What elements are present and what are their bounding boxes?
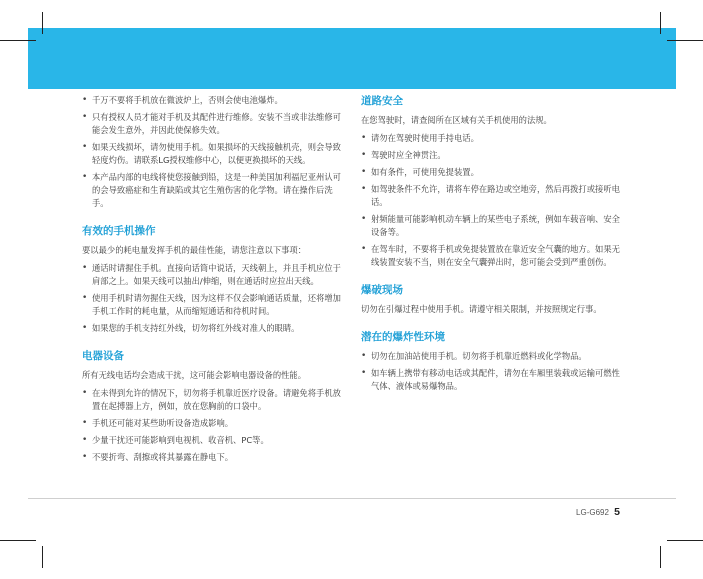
crop-mark	[667, 40, 703, 41]
section-intro: 要以最少的耗电量发挥手机的最佳性能，请您注意以下事项：	[82, 245, 307, 255]
section-heading-blasting: 爆破现场	[361, 284, 403, 296]
list-item: • 千万不要将手机放在微波炉上，否则会使电池爆炸。	[82, 94, 344, 107]
crop-mark	[42, 12, 43, 34]
section-heading-efficient: 有效的手机操作	[82, 225, 156, 237]
crop-mark	[0, 40, 36, 41]
crop-mark	[667, 540, 703, 541]
section-intro: 所有无线电话均会造成干扰，这可能会影响电器设备的性能。	[82, 370, 307, 380]
list-item: • 如有条件，可使用免提装置。	[361, 166, 623, 179]
efficient-bullet-list	[82, 262, 344, 335]
list-item: • 如驾驶条件不允许，请将车停在路边或空地旁，然后再拨打或接听电话。	[361, 183, 623, 209]
list-item: • 不要折弯、刮擦或将其暴露在静电下。	[82, 451, 344, 464]
page-number: 5	[614, 506, 620, 518]
list-item: • 在驾车时，不要将手机或免提装置放在靠近安全气囊的地方。如果无线装置安装不当，则在安全气囊弹出时，您可能会受到严重创伤。	[361, 243, 623, 269]
list-item: • 射频能量可能影响机动车辆上的某些电子系统，例如车载音响、安全设备等。	[361, 213, 623, 239]
section-intro: 切勿在引爆过程中使用手机。请遵守相关限制，并按照规定行事。	[361, 304, 602, 314]
list-item: • 只有授权人员才能对手机及其配件进行维修。安装不当或非法维修可能会发生意外，并因此使保修失效。	[82, 111, 344, 137]
right-column	[361, 94, 623, 397]
list-item: • 手机还可能对某些助听设备造成影响。	[82, 417, 344, 430]
list-item: • 驾驶时应全神贯注。	[361, 149, 623, 162]
header-band	[28, 28, 676, 89]
crop-mark	[660, 12, 661, 34]
list-item: • 少量干扰还可能影响到电视机、收音机、PC等。	[82, 434, 344, 447]
list-item: • 如果您的手机支持红外线，切勿将红外线对准人的眼睛。	[82, 322, 344, 335]
list-item: • 请勿在驾驶时使用手持电话。	[361, 132, 623, 145]
page-footer	[576, 506, 620, 518]
road-bullet-list	[361, 132, 623, 269]
crop-mark	[42, 546, 43, 568]
list-item: • 切勿在加油站使用手机。切勿将手机靠近燃料或化学物品。	[361, 350, 623, 363]
list-item: • 在未得到允许的情况下，切勿将手机靠近医疗设备。请避免将手机放置在起搏器上方，例如，放在您胸前的口袋中。	[82, 387, 344, 413]
top-bullet-list	[82, 94, 344, 210]
footer-divider	[28, 498, 676, 499]
section-heading-explosive: 潜在的爆炸性环境	[361, 331, 445, 343]
list-item: • 使用手机时请勿握住天线，因为这样不仅会影响通话质量，还将增加手机工作时的耗电量，从而缩短通话和待机时间。	[82, 292, 344, 318]
section-heading-electronic: 电器设备	[82, 350, 124, 362]
list-item: • 如车辆上携带有移动电话或其配件，请勿在车厢里装载或运输可燃性气体、液体或易爆物品。	[361, 367, 623, 393]
list-item: • 本产品内部的电线将使您接触到铅，这是一种美国加利福尼亚州认可的会导致癌症和生育缺陷或其它生殖伤害的化学物。请在操作后洗手。	[82, 171, 344, 210]
model-name: LG-G692	[576, 508, 609, 517]
left-column	[82, 94, 344, 468]
section-heading-road: 道路安全	[361, 95, 403, 107]
crop-mark	[0, 540, 36, 541]
crop-mark	[660, 546, 661, 568]
list-item: • 通话时请握住手机。直接向话筒中说话，天线朝上，并且手机应位于肩部之上。如果天线可以抽出/伸缩，则在通话时应拉出天线。	[82, 262, 344, 288]
section-intro: 在您驾驶时，请查阅所在区域有关手机使用的法规。	[361, 115, 552, 125]
electronic-bullet-list	[82, 387, 344, 464]
explosive-bullet-list	[361, 350, 623, 393]
list-item: • 如果天线损坏，请勿使用手机。如果损坏的天线接触机壳，则会导致轻度灼伤。请联系LG授权维修中心，以便更换损坏的天线。	[82, 141, 344, 167]
